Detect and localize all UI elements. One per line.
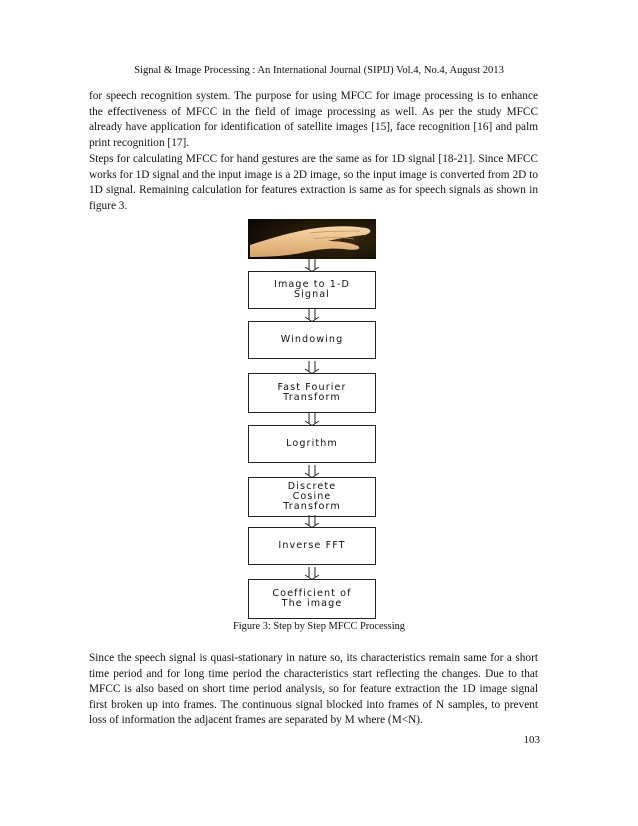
hand-gesture-image <box>248 219 376 259</box>
flow-step-windowing: Windowing <box>248 321 376 359</box>
figure-caption: Figure 3: Step by Step MFCC Processing <box>232 621 406 632</box>
flow-step-image-to-1d-signal: Image to 1-D Signal <box>248 271 376 309</box>
mfcc-flowchart <box>248 219 376 619</box>
paragraph-framing: Since the speech signal is quasi-stationary in nature so, its characteristics remain same for a short time period and for long time period the characteristics start reflecting the changes. Due to that MFCC is also based on short time period analysis, so for feature extraction the 1D image signal first broken up into frames. The continuous signal blocked into frames of N samples, to prevent loss of information the adjacent frames are separated by M where (M<N). <box>89 652 538 727</box>
flow-step-fast-fourier-transform: Fast Fourier Transform <box>248 373 376 413</box>
paragraph-mfcc-steps: Steps for calculating MFCC for hand gestures are the same as for 1D signal [18-21]. Since MFCC works for 1D signal and the input image is a 2D image, so the input image is converted from 2D to 1D signal. Remaining calculation for features extraction is same as for speech signals as shown in figure 3. <box>89 153 538 212</box>
journal-header: Signal & Image Processing : An International Journal (SIPIJ) Vol.4, No.4, August 2013 <box>134 65 504 76</box>
paragraph-mfcc-applications: for speech recognition system. The purpose for using MFCC for image processing is to enhance the effectiveness of MFCC in the field of image processing as well. As per the study MFCC already have application for identification of satellite images [15], face recognition [16] and palm print recognition [17]. <box>89 90 538 149</box>
flow-step-logrithm: Logrithm <box>248 425 376 463</box>
flow-step-discrete-cosine-transform: Discrete Cosine Transform <box>248 477 376 517</box>
page-number: 103 <box>523 734 540 746</box>
flow-step-coefficient-of-the-image: Coefficient of The image <box>248 579 376 619</box>
flow-step-inverse-fft: Inverse FFT <box>248 527 376 565</box>
